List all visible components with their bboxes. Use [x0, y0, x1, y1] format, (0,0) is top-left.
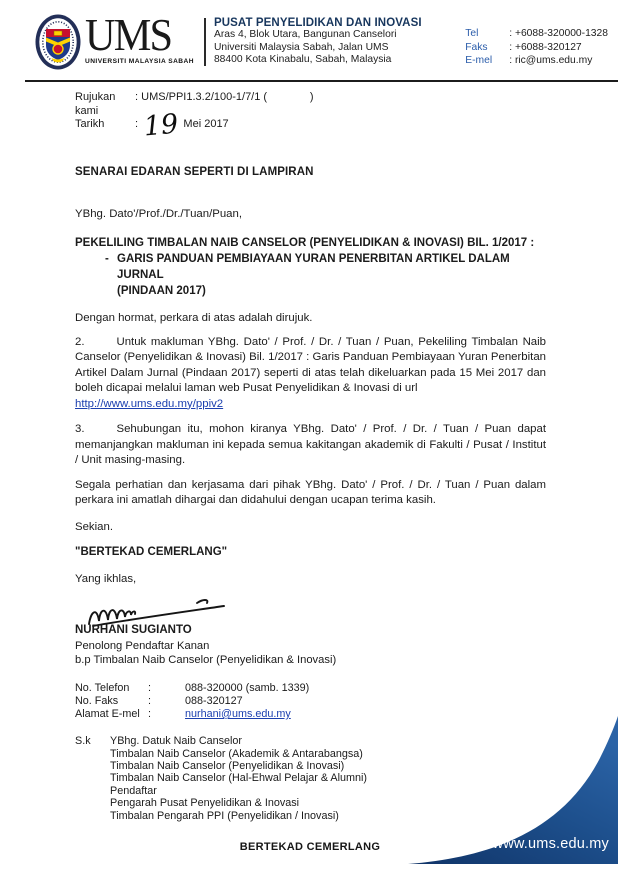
website-url: www.ums.edu.my [492, 836, 609, 852]
subject-dash: - [105, 253, 109, 265]
letterhead-divider [204, 18, 206, 66]
paragraph-number: 3. [75, 423, 85, 435]
sign-off: Yang ikhlas, [75, 572, 137, 585]
subject-item-line1: GARIS PANDUAN PEMBIAYAAN YURAN PENERBITAN ARTIKEL DALAM JURNAL [117, 253, 510, 281]
paragraph-text: Untuk makluman YBhg. Dato' / Prof. / Dr. / Tuan / Puan, Pekeliling Timbalan Naib Canselor (Penyelidikan & Inovasi) Bil. 1/2017 : Garis Panduan Pembiayaan Yuran Penerbitan Artikel Dalam Jurnal (Pindaan 2017) seperti di atas telah dikeluarkan pada 15 Mei 2017 dan boleh dicapai melalui laman web Pusat Penyelidikan & Inovasi di url [75, 335, 546, 394]
ums-crest-icon [35, 14, 81, 75]
header-contact-row [465, 27, 608, 41]
contact-label: Faks [465, 41, 488, 53]
cc-label: S.k [75, 735, 91, 748]
contact-label: E-mel [465, 55, 493, 66]
cc-recipient: Timbalan Naib Canselor (Hal-Ehwal Pelajar & Alumni) [110, 772, 368, 785]
subject-item-text [117, 251, 546, 299]
cc-recipient: Pengarah Pusat Penyelidikan & Inovasi [110, 797, 300, 810]
cc-recipient: Timbalan Naib Canselor (Akademik & Antarabangsa) [110, 747, 363, 760]
opening-paragraph: Dengan hormat, perkara di atas adalah dirujuk. [75, 312, 313, 324]
colon: : [135, 91, 139, 103]
contact-value: : +6088-320127 [509, 41, 582, 53]
footer-swoosh [406, 716, 618, 866]
handwritten-date: 19 [142, 108, 180, 143]
contact-detail-row [75, 682, 546, 695]
colon: : [148, 681, 151, 694]
date-label: Tarikh [75, 118, 105, 130]
header-contact-row [465, 54, 608, 68]
ums-wordmark-block [85, 9, 194, 65]
letterhead [35, 9, 612, 75]
colon: : [148, 707, 151, 720]
signatory-name: NURHANI SUGIANTO [75, 624, 192, 636]
address-line: Aras 4, Blok Utara, Bangunan Canselori [213, 29, 397, 40]
email-link[interactable]: nurhani@ums.edu.my [185, 707, 291, 720]
cc-recipient: YBhg. Datuk Naib Canselor [110, 735, 243, 748]
signatory-on-behalf: b.p Timbalan Naib Canselor (Penyelidikan & Inovasi) [75, 653, 337, 666]
contact-detail-value: 088-320127 [185, 694, 243, 707]
header-contact-block [465, 27, 612, 68]
paragraph-2 [75, 335, 546, 413]
contact-value: : ric@ums.edu.my [509, 55, 593, 66]
reference-label: Rujukan kami [75, 91, 116, 117]
address-line: 88400 Kota Kinabalu, Sabah, Malaysia [213, 54, 392, 66]
salutation: YBhg. Dato'/Prof./Dr./Tuan/Puan, [75, 207, 243, 220]
contact-detail-label: No. Telefon [75, 681, 130, 694]
appreciation-paragraph: Segala perhatian dan kerjasama dari pihak YBhg. Dato' / Prof. / Dr. / Tuan / Puan dalam perkara ini amatlah dihargai dan didahului dengan ucapan terima kasih. [75, 478, 546, 506]
cc-recipient: Pendaftar [110, 784, 157, 797]
paragraph-3 [75, 422, 546, 469]
cc-recipient: Timbalan Pengarah PPI (Penyelidikan / Inovasi) [110, 809, 339, 822]
subject-item-line2: (PINDAAN 2017) [117, 285, 206, 297]
header-rule [25, 80, 618, 82]
colon: : [135, 118, 139, 130]
contact-detail-value: 088-320000 (samb. 1339) [185, 681, 310, 694]
colon: : [148, 694, 151, 707]
paragraph-text: Sehubungan itu, mohon kiranya YBhg. Dato' / Prof. / Dr. / Tuan / Puan dapat memanjangkan makluman ini kepada semua kakitangan akademik di Fakulti / Pusat / Institut / Unit masing-masing. [75, 423, 546, 466]
cc-list [110, 735, 367, 822]
article-url-link[interactable]: http://www.ums.edu.my/ppiv2 [75, 397, 224, 410]
subject-item [75, 251, 546, 299]
cc-recipient: Timbalan Naib Canselor (Penyelidikan & Inovasi) [110, 759, 345, 772]
address-line: Universiti Malaysia Sabah, Jalan UMS [213, 41, 389, 53]
motto-quote: "BERTEKAD CEMERLANG" [75, 546, 228, 558]
header-contact-row [465, 41, 608, 55]
department-title: PUSAT PENYELIDIKAN DAN INOVASI [213, 17, 422, 29]
paragraph-number: 2. [75, 335, 85, 348]
subject-title: PEKELILING TIMBALAN NAIB CANSELOR (PENYELIDIKAN & INOVASI) BIL. 1/2017 : [75, 237, 535, 249]
signatory-title: Penolong Pendaftar Kanan [75, 639, 210, 652]
contact-label: Tel [465, 28, 479, 39]
footer-motto: BERTEKAD CEMERLANG [239, 841, 381, 853]
department-block [214, 17, 422, 67]
ums-wordmark: UMS [85, 9, 172, 60]
date-value: Mei 2017 [183, 118, 229, 130]
contact-detail-row [75, 695, 546, 708]
closing-text: Sekian. [75, 520, 113, 533]
date-row [75, 108, 546, 143]
letter-body [75, 91, 546, 822]
contact-value: : +6088-320000-1328 [509, 28, 608, 39]
university-name: UNIVERSITI MALAYSIA SABAH [85, 58, 194, 65]
subject-heading [75, 235, 546, 299]
reference-value: UMS/PPI1.3.2/100-1/7/1 ( ) [141, 91, 314, 103]
distribution-heading: SENARAI EDARAN SEPERTI DI LAMPIRAN [75, 166, 314, 178]
contact-detail-label: No. Faks [75, 694, 119, 707]
contact-detail-label: Alamat E-mel [75, 707, 140, 720]
